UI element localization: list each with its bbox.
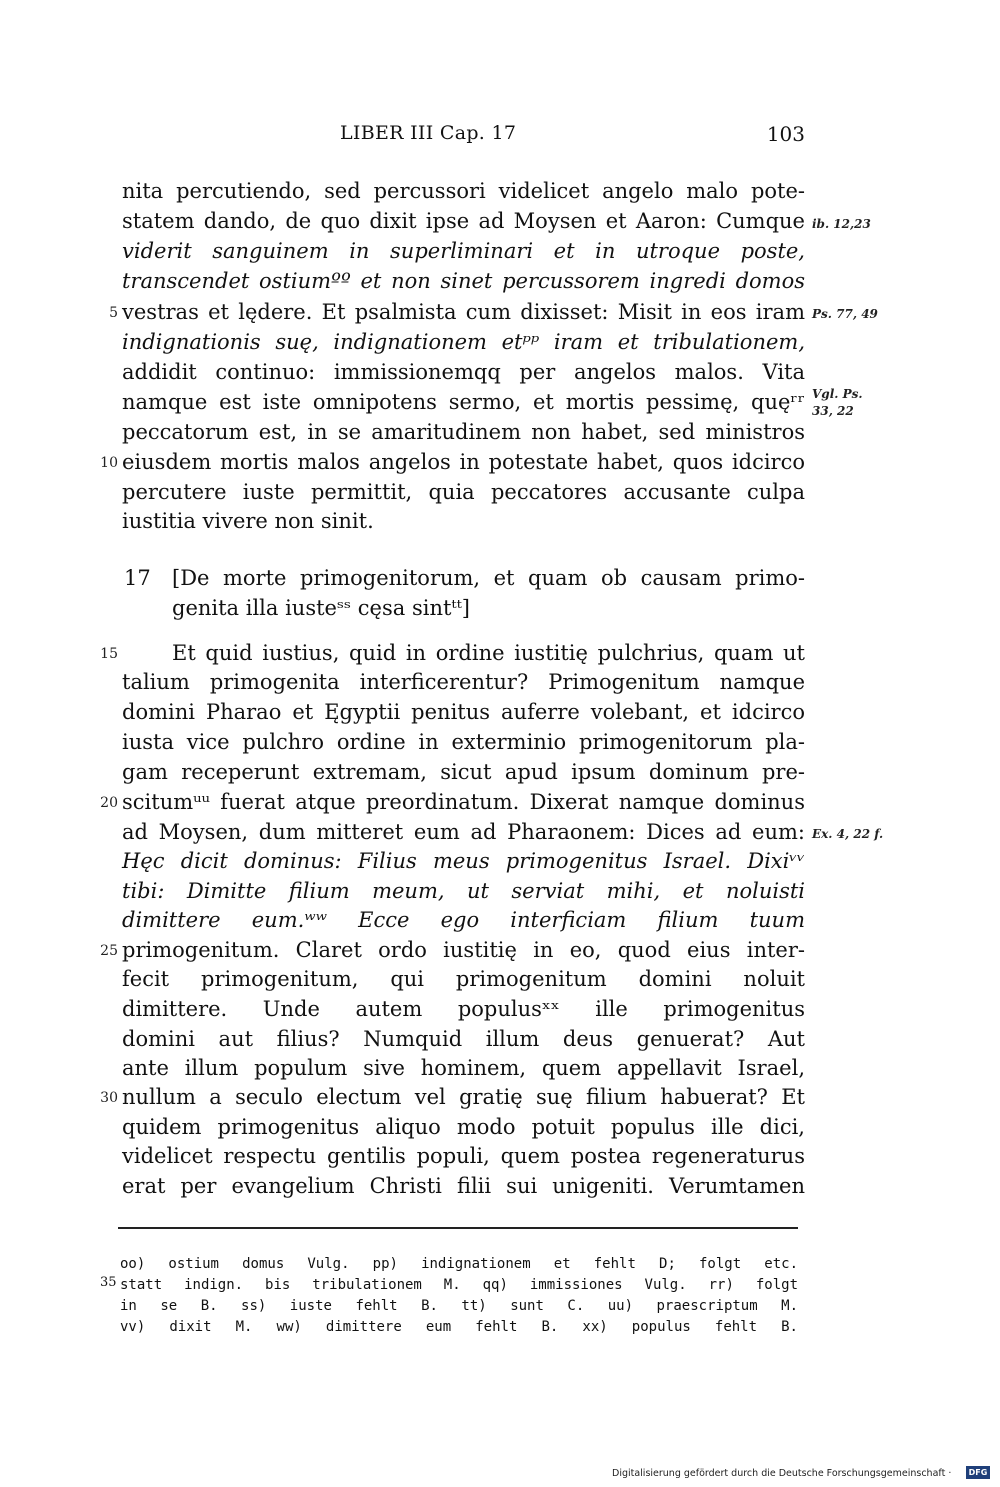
text-line: videlicet respectu gentilis populi, quem postea regeneraturus [122,1144,805,1168]
text-line: ad Moysen, dum mitteret eum ad Pharaonem: Dices ad eum: [122,820,805,844]
page-number: 103 [766,122,805,146]
text-line: talium primogenita interficerentur? Primogenitum namque [122,670,805,694]
text-line: fecit primogenitum, qui primogenitum domini noluit [122,967,805,991]
text-line: eiusdem mortis malos angelos in potestate habet, quos idcirco [122,450,805,474]
text-line: percutere iuste permittit, quia peccatores accusante culpa [122,480,805,504]
chapter-title-line: genita illa iusteˢˢ cęsa sintᵗᵗ] [172,596,470,620]
chapter-heading-cont [122,593,805,623]
text-line: dimittere. Unde autem populusˣˣ ille primogenitus [122,997,805,1021]
text-line: Et quid iustius, quid in ordine iustitię pulchrius, quam ut [172,641,805,665]
margin-reference: Ps. 77, 49 [812,307,878,321]
digitization-credit: Digitalisierung gefördert durch die Deutsche Forschungsgemeinschaft · [612,1468,952,1479]
footnote-line: statt indign. bis tribulationem M. qq) immissiones Vulg. rr) folgt [120,1277,798,1293]
text-line: indignationis suę, indignationem etᵖᵖ iram et tribulationem, [122,330,805,354]
text-line: statem dando, de quo dixit ipse ad Moysen et Aaron: Cumque [122,209,805,233]
text-line: domini Pharao et Ęgyptii penitus auferre volebant, et idcirco [122,700,805,724]
text-line: iusta vice pulchro ordine in exterminio primogenitorum pla- [122,730,805,754]
margin-reference: 33, 22 [812,404,854,418]
text-line: vestras et lędere. Et psalmista cum dixisset: Misit in eos iram [122,300,805,324]
text-line: transcendet ostiumºº et non sinet percussorem ingredi domos [122,269,805,293]
margin-reference: Vgl. Ps. [812,387,863,401]
text-line: gam receperunt extremam, sicut apud ipsum dominum pre- [122,760,805,784]
text-line: Hęc dicit dominus: Filius meus primogenitus Israel. Dixiᵛᵛ [122,849,805,873]
running-header [122,122,805,152]
text-line: domini aut filius? Numquid illum deus genuerat? Aut [122,1027,805,1051]
text-line: nullum a seculo electum vel gratię suę filium habuerat? Et [122,1085,805,1109]
text-line: nita percutiendo, sed percussori videlicet angelo malo pote- [122,179,805,203]
text-line: erat per evangelium Christi filii sui unigeniti. Verumtamen [122,1174,805,1198]
text-line: dimittere eum.ʷʷ Ecce ego interficiam filium tuum [122,908,805,932]
line-number: 35 [100,1275,117,1290]
footnote-line: in se B. ss) iuste fehlt B. tt) sunt C. uu) praescriptum M. [120,1298,798,1314]
margin-reference: Ex. 4, 22 f. [812,827,884,841]
text-line: primogenitum. Claret ordo iustitię in eo, quod eius inter- [122,938,805,962]
footnote-rule [118,1227,798,1229]
margin-reference: ib. 12,23 [812,217,871,231]
text-line: scitumᵘᵘ fuerat atque preordinatum. Dixerat namque dominus [122,790,805,814]
running-title: LIBER III Cap. 17 [340,122,517,144]
line-number: 15 [100,646,118,662]
text-line: iustitia vivere non sinit. [122,509,374,533]
chapter-number: 17 [124,566,151,590]
line-number: 20 [100,795,118,811]
text-line: ante illum populum sive hominem, quem appellavit Israel, [122,1056,805,1080]
line-number: 25 [100,943,118,959]
line-number: 10 [100,455,118,471]
line-number: 30 [100,1090,118,1106]
line-number: 5 [109,305,118,321]
footnote-line: vv) dixit M. ww) dimittere eum fehlt B. xx) populus fehlt B. [120,1319,798,1335]
text-line: addidit continuo: immissionemqq per angelos malos. Vita [122,360,805,384]
footnote-line: oo) ostium domus Vulg. pp) indignationem et fehlt D; folgt etc. [120,1256,798,1272]
text-line: namque est iste omnipotens sermo, et mortis pessimę, quęʳʳ [122,390,805,414]
text-line: tibi: Dimitte filium meum, ut serviat mihi, et noluisti [122,879,805,903]
text-line: quidem primogenitus aliquo modo potuit populus ille dici, [122,1115,805,1139]
dfg-logo: DFG [966,1466,990,1479]
text-line: peccatorum est, in se amaritudinem non habet, sed ministros [122,420,805,444]
text-line: viderit sanguinem in superliminari et in utroque poste, [122,239,805,263]
chapter-title-line: [De morte primogenitorum, et quam ob causam primo- [172,566,805,590]
chapter-heading [122,563,805,593]
